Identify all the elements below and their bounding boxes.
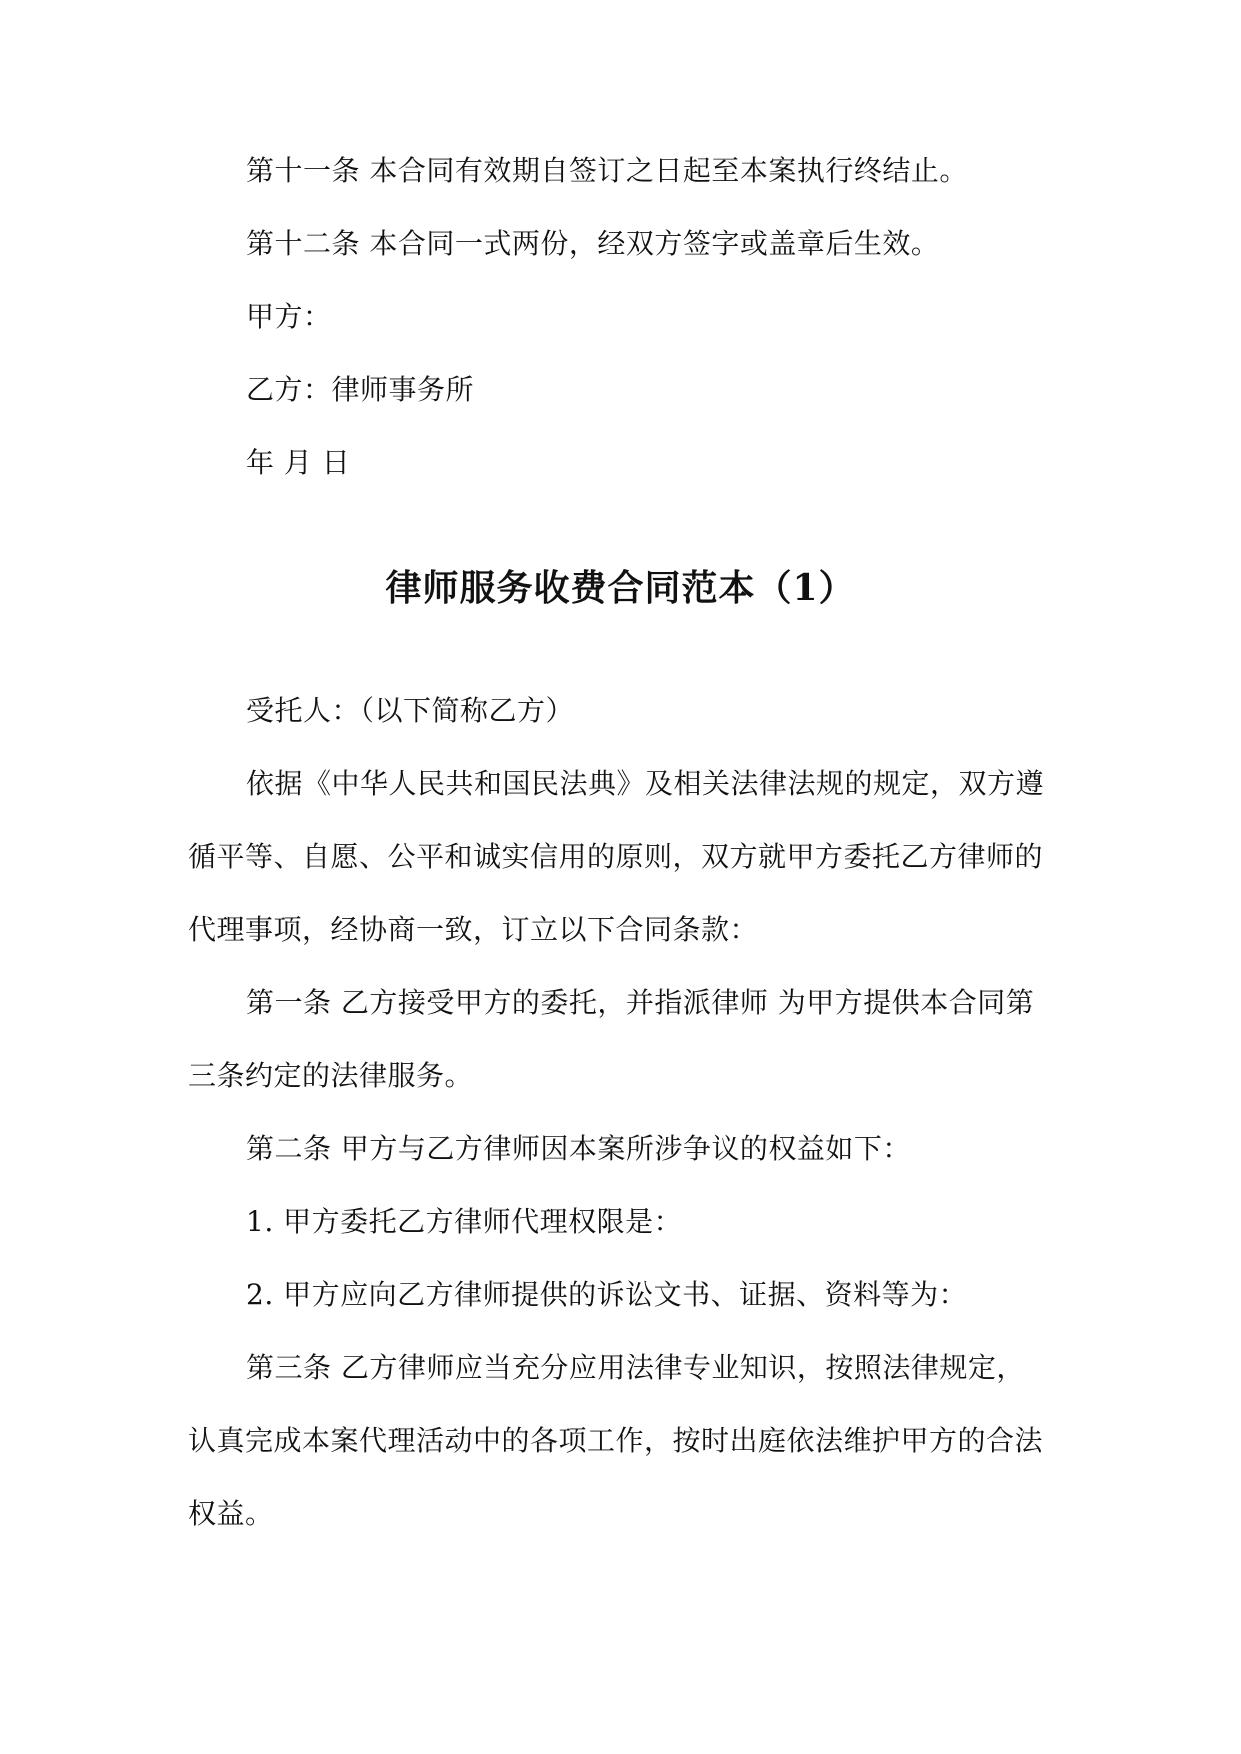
paragraph-line: 受托人：（以下简称乙方） [246, 694, 575, 727]
contract-body [188, 694, 1052, 1570]
clause-eleven: 第十一条 本合同有效期自签订之日起至本案执行终结止。 [246, 154, 968, 187]
paragraph-line: 代理事项，经协商一致，订立以下合同条款： [188, 913, 759, 946]
paragraph-line: 2. 甲方应向乙方律师提供的诉讼文书、证据、资料等为： [246, 1278, 968, 1311]
party-b-signature-line: 乙方：律师事务所 [246, 373, 475, 406]
paragraph-trustee [188, 674, 1052, 747]
paragraph-line: 权益。 [188, 1497, 274, 1530]
paragraph-line: 1. 甲方委托乙方律师代理权限是： [246, 1205, 683, 1238]
document-title: 律师服务收费合同范本（1） [385, 567, 856, 609]
paragraph-line: 三条约定的法律服务。 [188, 1059, 474, 1092]
paragraph-clause-one [188, 966, 1052, 1112]
paragraph-line: 依据《中华人民共和国民法典》及相关法律法规的规定，双方遵 [246, 767, 1045, 800]
paragraph-line: 循平等、自愿、公平和诚实信用的原则，双方就甲方委托乙方律师的 [188, 840, 1044, 873]
paragraph-legal-basis [188, 747, 1052, 966]
paragraph-line: 认真完成本案代理活动中的各项工作，按时出庭依法维护甲方的合法 [188, 1424, 1044, 1457]
date-line: 年 月 日 [246, 446, 351, 479]
paragraph-line: 第二条 甲方与乙方律师因本案所涉争议的权益如下： [246, 1132, 911, 1165]
clause-twelve: 第十二条 本合同一式两份，经双方签字或盖章后生效。 [246, 227, 940, 260]
previous-contract-closing [188, 155, 1052, 520]
paragraph-clause-three [188, 1331, 1052, 1550]
paragraph-clause-two [188, 1112, 1052, 1185]
party-a-signature-line: 甲方： [246, 300, 332, 333]
paragraph-line: 第三条 乙方律师应当充分应用法律专业知识，按照法律规定， [246, 1351, 1025, 1384]
paragraph-item-two [188, 1258, 1052, 1331]
paragraph-line: 第一条 乙方接受甲方的委托，并指派律师 为甲方提供本合同第 [246, 986, 1035, 1019]
paragraph-item-one [188, 1185, 1052, 1258]
